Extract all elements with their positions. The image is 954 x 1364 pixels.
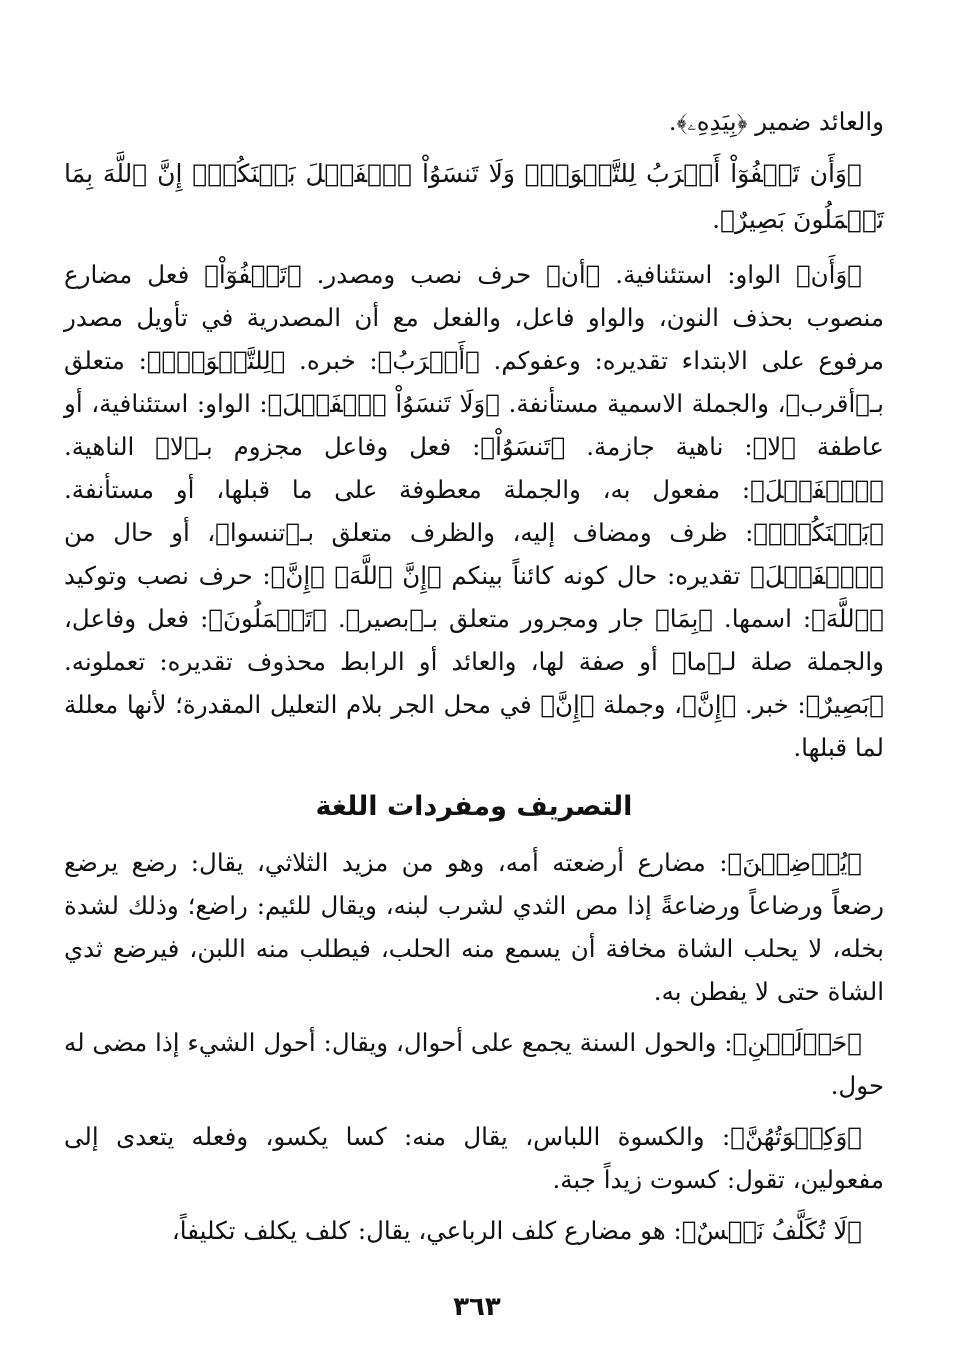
page-body xyxy=(64,100,884,1260)
section-heading: التصريف ومفردات اللغة xyxy=(315,791,633,822)
entry-la-tukallafu: ﴿لَا تُكَلَّفُ نَفۡسٌ﴾: هو مضارع كلف الرباعي، يقال: كلف يكلف تكليفاً، xyxy=(171,1216,862,1245)
entry-hawlayn: ﴿حَوۡلَيۡنِ﴾: والحول السنة يجمع على أحوال، ويقال: أحول الشيء إذا مضى له حول. xyxy=(64,1028,884,1100)
grammatical-analysis: ﴿وَأَن﴾ الواو: استئنافية. ﴿أن﴾ حرف نصب ومصدر. ﴿تَعۡفُوٓاْ﴾ فعل مضارع منصوب بحذف النون، والواو فاعل، والفعل مع أن المصدرية في تأويل مصدر مرفوع على الابتداء تقديره: وعفوكم. ﴿أَقۡرَبُ﴾: خبره. ﴿لِلتَّقۡوَىٰۚ﴾: متعلق بـ﴿أقرب﴾، والجملة الاسمية مستأنفة. ﴿وَلَا تَنسَوُاْ ٱلۡفَضۡلَ﴾: الواو: استئنافية، أو عاطفة ﴿لا﴾: ناهية جازمة. ﴿تَنسَوُاْ﴾: فعل وفاعل مجزوم بـ﴿لا﴾ الناهية. ﴿ٱلۡفَضۡلَ﴾: مفعول به، والجملة معطوفة على ما قبلها، أو مستأنفة. ﴿بَيۡنَكُمۡۚ﴾: ظرف ومضاف إليه، والظرف متعلق بـ﴿تنسوا﴾، أو حال من ﴿ٱلۡفَضۡلَ﴾ تقديره: حال كونه كائناً بينكم ﴿إِنَّ ٱللَّهَ﴾ ﴿إِنَّ﴾: حرف نصب وتوكيد ﴿ٱللَّهَ﴾: اسمها. ﴿بِمَا﴾ جار ومجرور متعلق بـ﴿بصير﴾. ﴿تَعۡمَلُونَ﴾: فعل وفاعل، والجملة صلة لـ﴿ما﴾ أو صفة لها، والعائد أو الرابط محذوف تقديره: تعملونه. ﴿بَصِيرٌ﴾: خبر. ﴿إِنَّ﴾، وجملة ﴿إِنَّ﴾ في محل الجر بلام التعليل المقدرة؛ لأنها معللة لما قبلها. xyxy=(64,260,884,762)
entry-kiswatuhunna: ﴿وَكِسۡوَتُهُنَّ﴾: والكسوة اللباس، يقال منه: كسا يكسو، وفعله يتعدى إلى مفعولين، تقول: كسوت زيداً جبة. xyxy=(64,1122,884,1194)
page-number: ٣٦٣ xyxy=(453,1292,501,1322)
entry-yurdiin: ﴿يُرۡضِعۡنَ﴾: مضارع أرضعته أمه، وهو من مزيد الثلاثي، يقال: رضع يرضع رضعاً ورضاعاً ورضاعةً إذا مص الثدي لشرب لبنه، ويقال للئيم: راضع؛ وذلك لشدة بخله، لا يحلب الشاة مخافة أن يسمع منه الحلب، فيطلب منه اللبن، فيرضع ثدي الشاة حتى لا يفطن به. xyxy=(64,848,884,1006)
top-line: والعائد ضمير ﴿بِيَدِهِۦ﴾. xyxy=(668,107,884,136)
quran-verse: ﴿وَأَن تَعۡفُوٓاْ أَقۡرَبُ لِلتَّقۡوَىٰۚ وَلَا تَنسَوُاْ ٱلۡفَضۡلَ بَيۡنَكُمۡۚ إِنَّ ٱللَّهَ بِمَا تَعۡمَلُونَ بَصِيرٌ﴾. xyxy=(64,159,884,234)
